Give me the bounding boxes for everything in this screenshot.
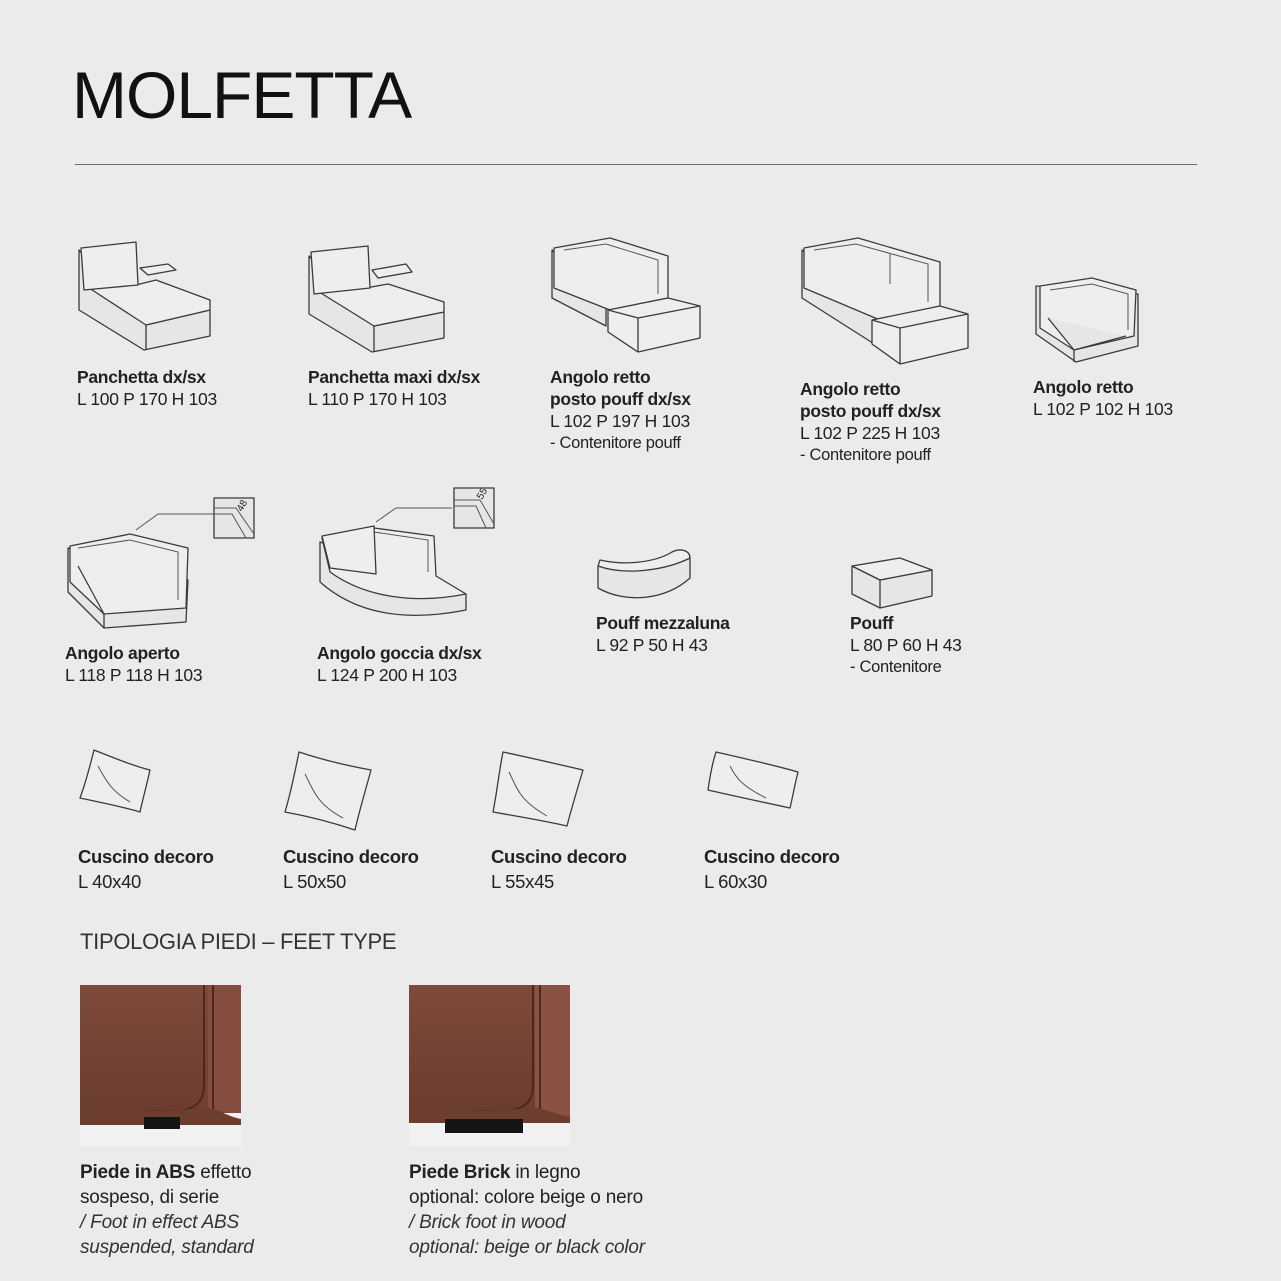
- foot-abs-photo: [80, 985, 241, 1146]
- cushion-50x50: [283, 750, 419, 892]
- cushion-55x45: [491, 750, 627, 892]
- foot-abs-label: Piede in ABS effetto sospeso, di serie / Foot in effect ABS suspended, standard: [80, 1162, 254, 1258]
- module-angolo-goccia: [316, 486, 498, 685]
- chaise-longue-maxi-icon: [306, 246, 448, 356]
- title-divider: [75, 164, 1197, 165]
- cushion-40x40: [78, 746, 214, 892]
- module-label: Panchetta maxi dx/sx L 110 P 170 H 103: [308, 367, 480, 409]
- svg-text:55: 55: [475, 486, 491, 502]
- feet-section-title: TIPOLOGIA PIEDI – FEET TYPE: [80, 929, 397, 954]
- module-label: Panchetta dx/sx L 100 P 170 H 103: [77, 367, 217, 409]
- module-angolo-retto: [1033, 276, 1173, 419]
- module-label: Angolo aperto L 118 P 118 H 103: [65, 643, 203, 685]
- foot-abs-image: [80, 985, 241, 1146]
- drop-corner-icon: [316, 486, 498, 621]
- cushion-icon: [706, 750, 802, 812]
- cushion-icon: [283, 750, 375, 832]
- foot-brick-image: [409, 985, 570, 1146]
- corner-pouf-seat-long-icon: [800, 236, 970, 368]
- cushion-label: Cuscino decoro L 50x50: [283, 846, 419, 892]
- module-label: Angolo retto L 102 P 102 H 103: [1033, 377, 1173, 419]
- page-title: MOLFETTA: [72, 58, 412, 132]
- module-panchetta-maxi: [306, 246, 480, 409]
- pouf-icon: [850, 556, 936, 610]
- half-moon-pouf-icon: [596, 548, 696, 608]
- module-angolo-retto-pouff-long: [800, 236, 970, 464]
- module-label: Angolo retto posto pouff dx/sx L 102 P 197 H 103 - Contenitore pouff: [550, 367, 691, 452]
- cushion-label: Cuscino decoro L 60x30: [704, 846, 840, 892]
- module-pouff-mezzaluna: [596, 548, 730, 655]
- module-angolo-retto-pouff: [550, 236, 702, 452]
- chaise-longue-icon: [76, 240, 216, 355]
- cushion-icon: [491, 750, 587, 830]
- svg-text:48: 48: [235, 498, 251, 514]
- open-corner-icon: [64, 496, 259, 631]
- cushion-label: Cuscino decoro L 40x40: [78, 846, 214, 892]
- corner-pouf-seat-icon: [550, 236, 702, 354]
- foot-brick-photo: [409, 985, 570, 1146]
- module-panchetta: [76, 240, 217, 409]
- foot-brick-label: Piede Brick in legno optional: colore beige o nero / Brick foot in wood optional: beige or black color: [409, 1162, 645, 1258]
- module-pouff: [850, 556, 962, 676]
- cushion-60x30: [704, 750, 840, 892]
- cushion-icon: [78, 746, 154, 816]
- cushion-label: Cuscino decoro L 55x45: [491, 846, 627, 892]
- module-label: Angolo retto posto pouff dx/sx L 102 P 225 H 103 - Contenitore pouff: [800, 379, 941, 464]
- module-label: Pouff mezzaluna L 92 P 50 H 43: [596, 613, 730, 655]
- module-label: Angolo goccia dx/sx L 124 P 200 H 103: [317, 643, 482, 685]
- module-label: Pouff L 80 P 60 H 43 - Contenitore: [850, 613, 962, 676]
- module-angolo-aperto: [64, 496, 259, 685]
- right-angle-corner-icon: [1034, 276, 1142, 366]
